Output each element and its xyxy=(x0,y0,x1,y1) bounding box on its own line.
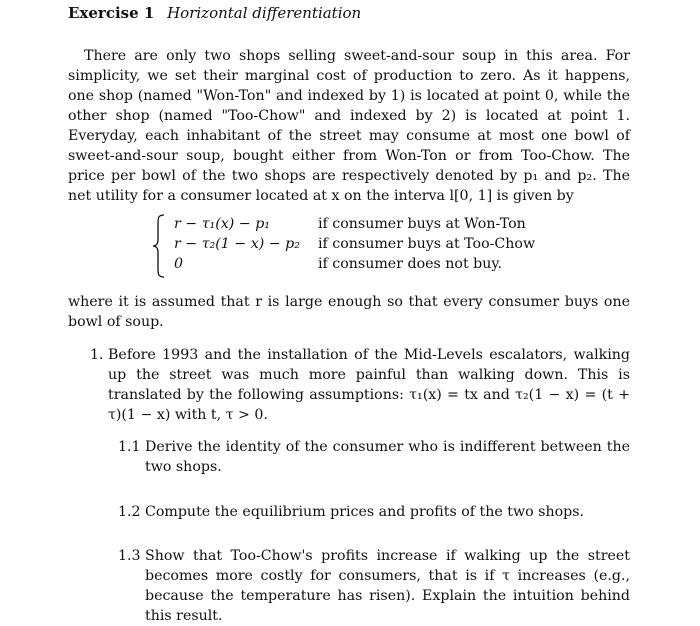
subquestion-text: Derive the identity of the consumer who is indifferent between the two shops. xyxy=(145,439,630,475)
utility-case-expression: r − τ₁(x) − p₁ xyxy=(174,216,270,232)
subquestion-text: Show that Too-Chow's profits increase if walking up the street becomes more costly for consumers, that is if τ increases (e.g., because the temperature has risen). Explain the intuition behind this result. xyxy=(145,548,630,624)
utility-case-condition: if consumer does not buy. xyxy=(318,256,503,272)
left-brace-icon xyxy=(152,214,166,278)
assumption-paragraph: where it is assumed that r is large enough so that every consumer buys one bowl of soup. xyxy=(68,294,630,330)
question-text: Before 1993 and the installation of the Mid-Levels escalators, walking up the street was much more painful than walking down. This is translated by the following assumptions: τ₁(x) = tx and τ₂(1 − x) = (t + τ)(1 − x) with t, τ > 0. xyxy=(108,347,630,423)
utility-case-expression: 0 xyxy=(174,256,184,272)
exercise-title: Horizontal differentiation xyxy=(167,4,362,22)
utility-case-condition: if consumer buys at Too-Chow xyxy=(318,236,536,252)
subquestion-number: 1.2 xyxy=(118,504,141,520)
subquestion-number: 1.1 xyxy=(118,439,141,455)
exercise-heading xyxy=(68,4,361,22)
exercise-label: Exercise 1 xyxy=(68,4,155,22)
subquestion-text: Compute the equilibrium prices and profits of the two shops. xyxy=(145,504,585,520)
subquestion-number: 1.3 xyxy=(118,548,141,564)
utility-case-expression: r − τ₂(1 − x) − p₂ xyxy=(174,236,300,252)
utility-case-condition: if consumer buys at Won-Ton xyxy=(318,216,526,232)
intro-paragraph: There are only two shops selling sweet-and-sour soup in this area. For simplicity, we set their marginal cost of production to zero. As it happens, one shop (named "Won-Ton" and indexed by 1) is located at point 0, while the other shop (named "Too-Chow" and indexed by 2) is located at point 1. Everyday, each inhabitant of the street may consume at most one bowl of sweet-and-sour soup, bought either from Won-Ton or from Too-Chow. The price per bowl of the two shops are respectively denoted by p₁ and p₂. The net utility for a consumer located at x on the interva l[0, 1] is given by xyxy=(68,48,630,204)
question-number: 1. xyxy=(90,347,104,363)
